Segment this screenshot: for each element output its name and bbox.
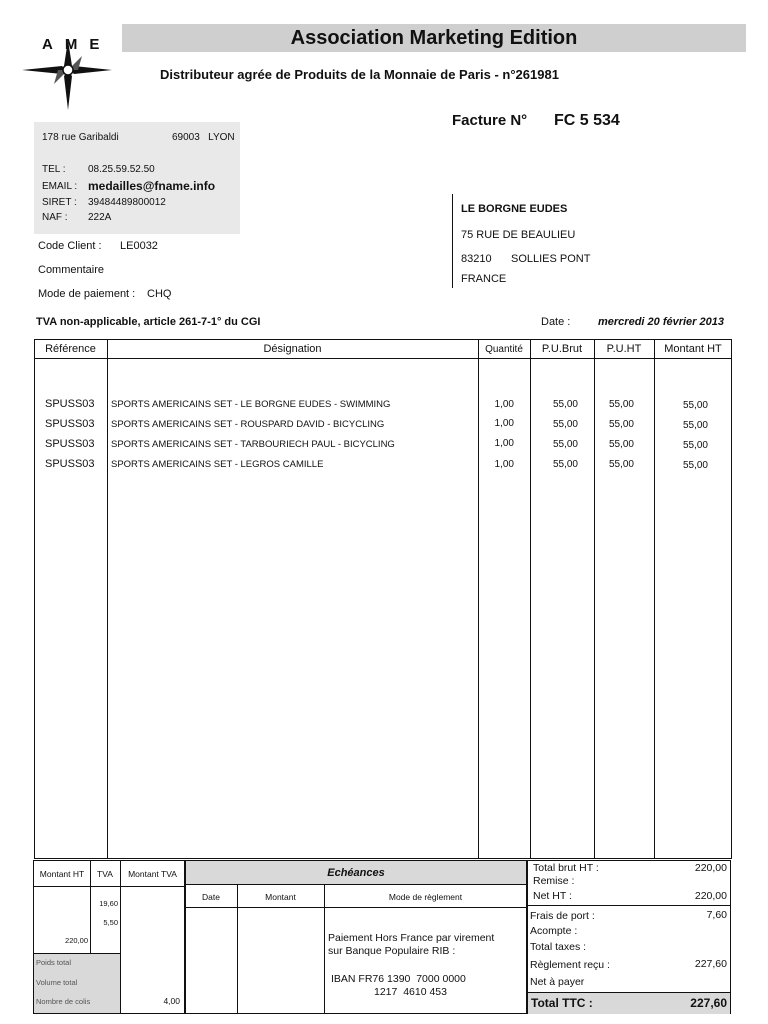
total-taxes-label: Total taxes : bbox=[530, 941, 587, 953]
ech-header-mode: Mode de règlement bbox=[388, 892, 463, 902]
iban-line-2: 1217 4610 453 bbox=[374, 986, 447, 998]
tax-header-montant-ht: Montant HT bbox=[39, 869, 85, 879]
client-code-label: Code Client : bbox=[38, 240, 102, 252]
tva-rate-1: 19,60 bbox=[99, 899, 118, 908]
row-pu-ht: 55,00 bbox=[608, 419, 634, 430]
row-quantity: 1,00 bbox=[494, 459, 514, 470]
ech-header-montant: Montant bbox=[265, 892, 296, 902]
row-pu-brut: 55,00 bbox=[552, 459, 578, 470]
sender-email: medailles@fname.info bbox=[88, 179, 216, 193]
tax-montant-ht: 220,00 bbox=[65, 936, 88, 945]
payment-instructions-2: sur Banque Populaire RIB : bbox=[328, 945, 456, 957]
row-pu-brut: 55,00 bbox=[552, 419, 578, 430]
row-reference: SPUSS03 bbox=[45, 398, 95, 410]
row-quantity: 1,00 bbox=[494, 399, 514, 410]
row-reference: SPUSS03 bbox=[45, 418, 95, 430]
row-quantity: 1,00 bbox=[494, 438, 514, 449]
payment-mode-label: Mode de paiement : bbox=[38, 288, 136, 300]
sender-tel-label: TEL : bbox=[42, 164, 66, 175]
sender-naf: 222A bbox=[88, 212, 112, 223]
row-montant-ht: 55,00 bbox=[682, 420, 708, 431]
client-code: LE0032 bbox=[120, 240, 158, 252]
payment-received-label: Règlement reçu : bbox=[530, 959, 610, 971]
volume-label: Volume total bbox=[36, 978, 78, 987]
ame-logo bbox=[22, 30, 114, 112]
company-title: Association Marketing Edition bbox=[290, 26, 578, 49]
company-subtitle: Distributeur agrée de Produits de la Monnaie de Paris - n°261981 bbox=[160, 67, 559, 82]
tax-header-tva: TVA bbox=[97, 869, 113, 879]
date-value: mercredi 20 février 2013 bbox=[598, 316, 724, 328]
parcels-value: 4,00 bbox=[163, 996, 180, 1006]
parcels-label: Nombre de colis bbox=[36, 997, 91, 1006]
recipient-country: FRANCE bbox=[461, 273, 507, 285]
row-designation: SPORTS AMERICAINS SET - TARBOURIECH PAUL - BICYCLING bbox=[111, 439, 395, 450]
row-pu-brut: 55,00 bbox=[552, 439, 578, 450]
recipient-city: SOLLIES PONT bbox=[511, 253, 591, 265]
totals-divider bbox=[527, 905, 731, 906]
net-ht-label: Net HT : bbox=[533, 890, 572, 902]
shipping-value: 7,60 bbox=[706, 909, 727, 921]
tax-header-montant-tva: Montant TVA bbox=[128, 869, 177, 879]
total-ttc-value: 227,60 bbox=[690, 996, 727, 1010]
row-montant-ht: 55,00 bbox=[682, 440, 708, 451]
logo-letters: AME bbox=[42, 36, 112, 53]
remise-label: Remise : bbox=[533, 875, 575, 887]
recipient-divider bbox=[452, 194, 453, 288]
echeances-header bbox=[185, 860, 527, 885]
weight-label: Poids total bbox=[36, 958, 72, 967]
amount-due-label: Net à payer bbox=[530, 976, 585, 988]
invoice-number: FC 5 534 bbox=[554, 112, 620, 129]
row-reference: SPUSS03 bbox=[45, 438, 95, 450]
header-title-bar bbox=[122, 24, 746, 52]
row-designation: SPORTS AMERICAINS SET - LE BORGNE EUDES - SWIMMING bbox=[111, 399, 391, 410]
row-designation: SPORTS AMERICAINS SET - LEGROS CAMILLE bbox=[111, 459, 324, 470]
sender-street: 178 rue Garibaldi bbox=[42, 132, 119, 143]
row-quantity: 1,00 bbox=[494, 418, 514, 429]
total-brut-value: 220,00 bbox=[694, 862, 727, 874]
invoice-label: Facture N° bbox=[452, 112, 528, 129]
row-pu-ht: 55,00 bbox=[608, 459, 634, 470]
payment-instructions-1: Paiement Hors France par virement bbox=[328, 932, 495, 944]
row-pu-ht: 55,00 bbox=[608, 399, 634, 410]
sender-naf-label: NAF : bbox=[42, 212, 68, 223]
sender-postcode-city: 69003 LYON bbox=[172, 132, 235, 143]
echeances-label: Echéances bbox=[327, 866, 385, 879]
date-label: Date : bbox=[541, 316, 571, 328]
row-reference: SPUSS03 bbox=[45, 458, 95, 470]
deposit-label: Acompte : bbox=[530, 925, 578, 937]
row-montant-ht: 55,00 bbox=[682, 460, 708, 471]
comment-label: Commentaire bbox=[38, 264, 105, 276]
col-header-pu-ht: P.U.HT bbox=[606, 343, 642, 355]
col-header-designation: Désignation bbox=[263, 343, 322, 355]
col-header-reference: Référence bbox=[45, 343, 96, 355]
total-ttc-label: Total TTC : bbox=[531, 996, 593, 1010]
col-header-pu-brut: P.U.Brut bbox=[541, 343, 583, 355]
payment-received-value: 227,60 bbox=[694, 958, 727, 970]
sender-tel: 08.25.59.52.50 bbox=[88, 164, 155, 175]
row-pu-brut: 55,00 bbox=[552, 399, 578, 410]
sender-email-label: EMAIL : bbox=[42, 181, 78, 192]
recipient-street: 75 RUE DE BEAULIEU bbox=[461, 229, 576, 241]
col-header-montant-ht: Montant HT bbox=[664, 343, 722, 355]
iban-line-1: IBAN FR76 1390 7000 0000 bbox=[331, 973, 466, 985]
net-ht-value: 220,00 bbox=[694, 890, 727, 902]
ech-header-date: Date bbox=[202, 892, 220, 902]
tva-note: TVA non-applicable, article 261-7-1° du CGI bbox=[36, 316, 261, 328]
row-pu-ht: 55,00 bbox=[608, 439, 634, 450]
row-montant-ht: 55,00 bbox=[682, 400, 708, 411]
tva-rate-2: 5,50 bbox=[103, 918, 118, 927]
items-table bbox=[34, 339, 732, 859]
sender-siret-label: SIRET : bbox=[42, 197, 77, 208]
sender-siret: 39484489800012 bbox=[88, 197, 166, 208]
recipient-postcode: 83210 bbox=[461, 253, 492, 265]
total-brut-label: Total brut HT : bbox=[533, 862, 599, 874]
col-header-quantite: Quantité bbox=[485, 344, 523, 355]
payment-mode: CHQ bbox=[147, 288, 172, 300]
shipping-label: Frais de port : bbox=[530, 910, 595, 922]
row-designation: SPORTS AMERICAINS SET - ROUSPARD DAVID - BICYCLING bbox=[111, 419, 385, 430]
recipient-name: LE BORGNE EUDES bbox=[461, 203, 568, 215]
